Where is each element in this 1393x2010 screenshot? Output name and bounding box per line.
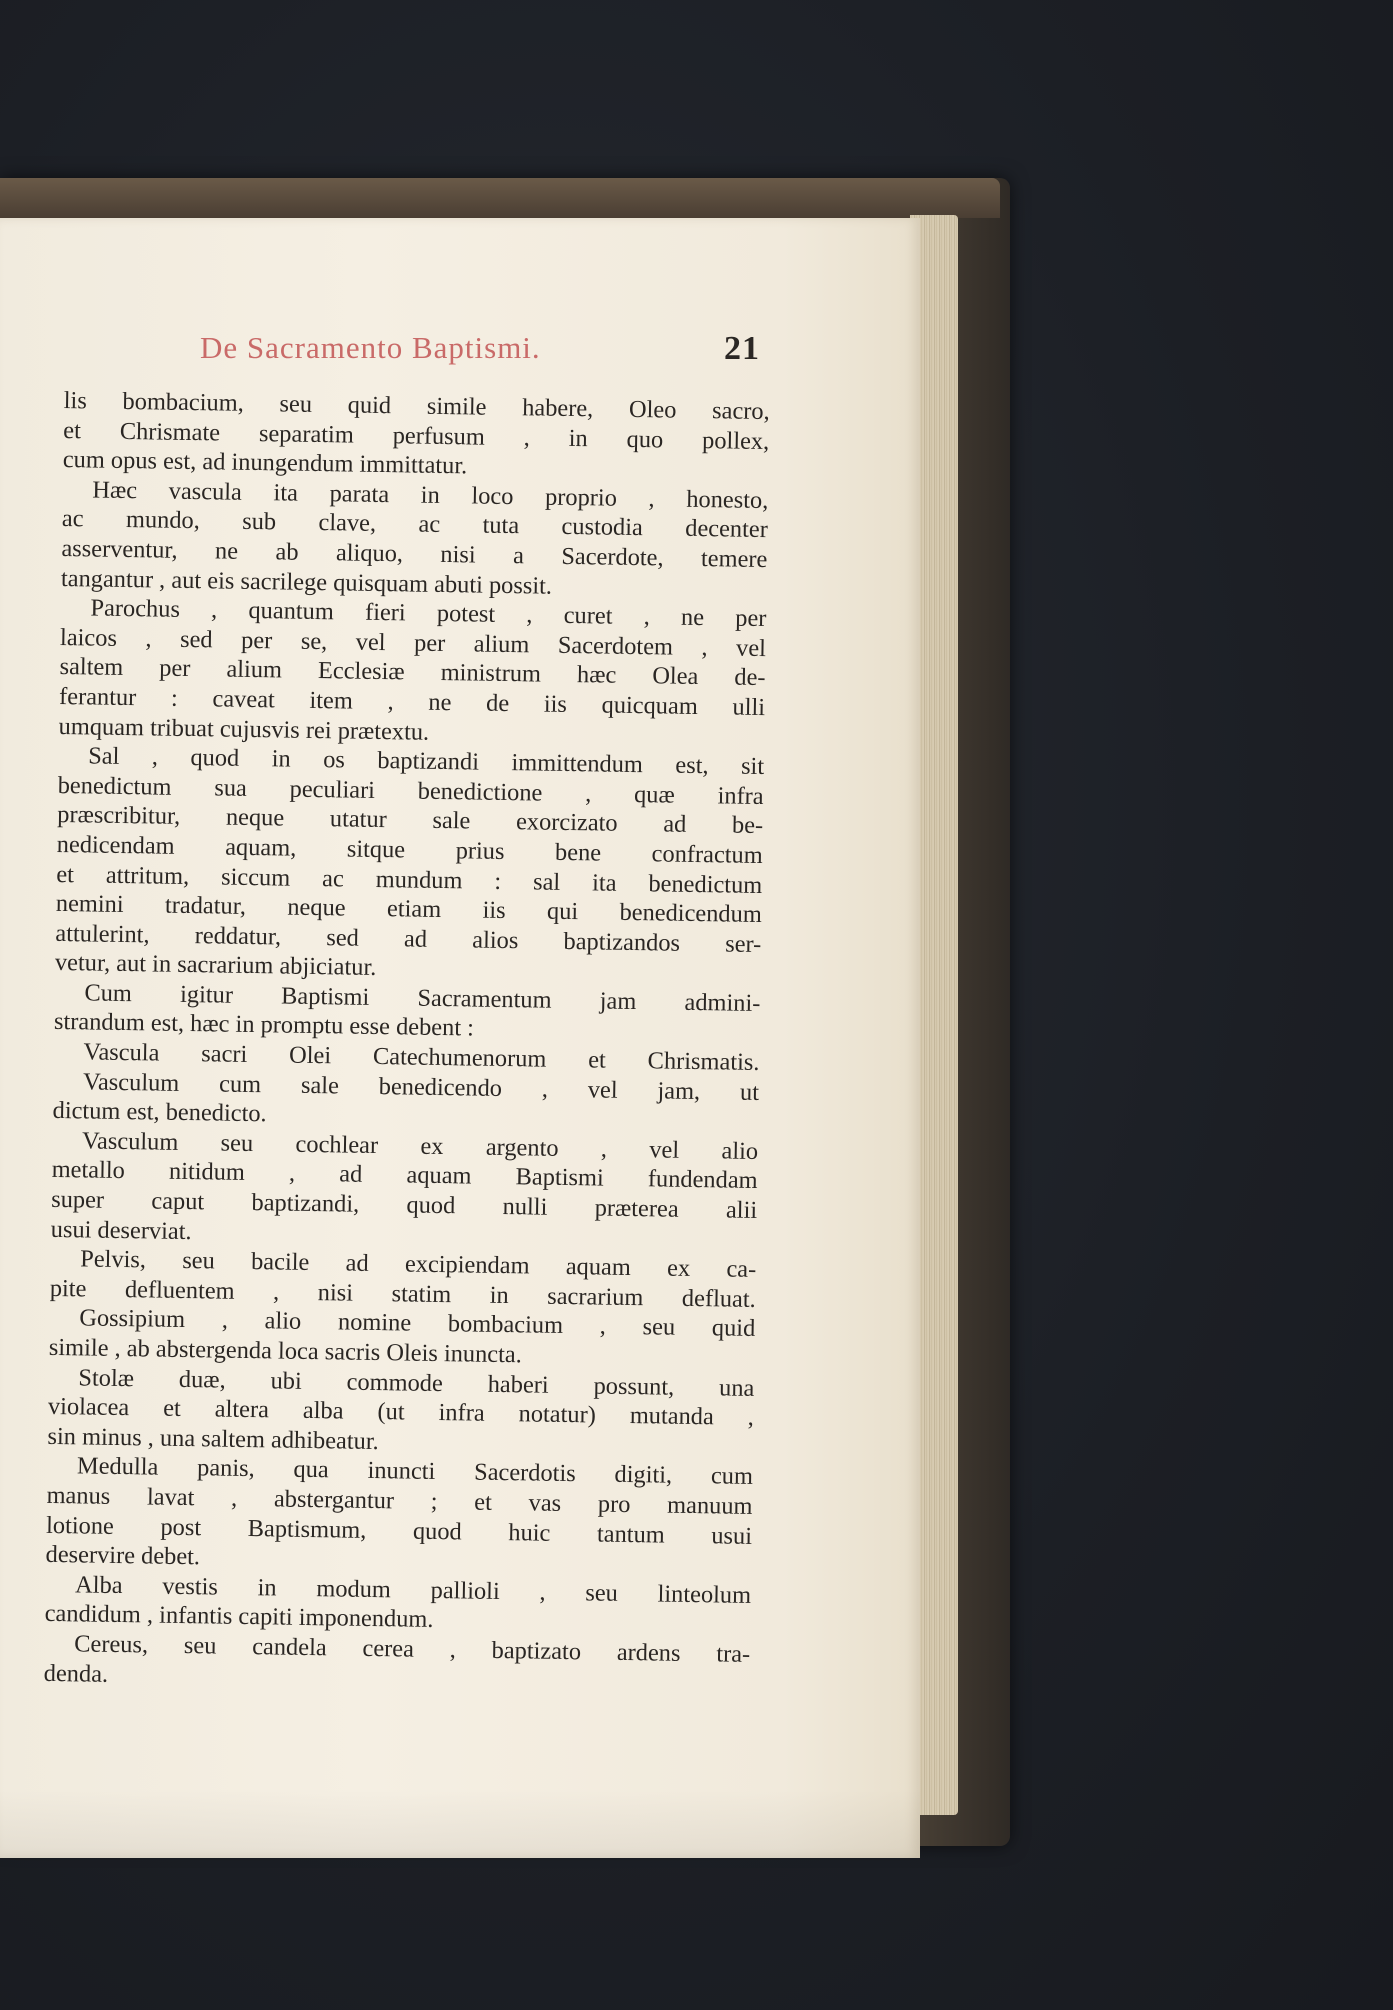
text-line: Hæc vascula ita parata in loco proprio , honesto, <box>92 476 769 514</box>
text-line: Parochus , quantum fieri potest , curet , ne per <box>90 594 767 633</box>
body-text <box>44 386 770 1697</box>
text-line: et Chrismate separatim perfusum , in quo pollex, <box>63 416 770 455</box>
text-line: laicos , sed per se, vel per alium Sacerdotem , vel <box>59 623 767 662</box>
text-line: attulerint, reddatur, sed ad alios baptizandos ser- <box>55 919 762 958</box>
text-line: sin minus , una saltem adhibeatur. <box>47 1422 379 1455</box>
text-line: Vascula sacri Olei Catechumenorum et Chrismatis. <box>83 1038 760 1077</box>
text-line: et attritum, siccum ac mundum : sal ita benedictum <box>56 860 763 899</box>
text-line: Alba vestis in modum pallioli , seu linteolum <box>74 1571 752 1609</box>
text-line: deservire debet. <box>45 1541 201 1571</box>
text-line: Vasculum seu cochlear ex argento , vel alio <box>81 1127 759 1165</box>
page-number: 21 <box>724 330 760 367</box>
text-line: Stolæ duæ, ubi commode haberi possunt, una <box>78 1363 755 1402</box>
text-line: lis bombacium, seu quid simile habere, Oleo sacro, <box>63 386 770 426</box>
text-line: vetur, aut in sacrarium abjiciatur. <box>54 949 377 982</box>
text-line: benedictum sua peculiari benedictione , quæ infra <box>57 771 764 810</box>
text-line: dictum est, benedicto. <box>52 1097 267 1128</box>
text-line: Cereus, seu candela cerea , baptizato ardens tra- <box>74 1630 751 1668</box>
text-line: asserventur, ne ab aliquo, nisi a Sacerdote, temere <box>61 534 768 574</box>
page-shadow <box>0 1790 920 1858</box>
text-line: Vasculum cum sale benedicendo , vel jam, ut <box>82 1068 760 1106</box>
text-line: violacea et altera alba (ut infra notatur) mutanda , <box>47 1393 755 1432</box>
text-line: super caput baptizandi, quod nulli præterea alii <box>51 1185 758 1225</box>
text-line: nedicendam aquam, sitque prius bene confractum <box>56 830 763 869</box>
text-line: ferantur : caveat item , ne de iis quicquam ulli <box>58 682 766 721</box>
text-line: manus lavat , abstergantur ; et vas pro manuum <box>46 1481 753 1520</box>
text-line: ac mundo, sub clave, ac tuta custodia decenter <box>61 505 769 544</box>
text-line: præscribitur, neque utatur sale exorcizato ad be- <box>57 801 764 840</box>
text-line: denda. <box>43 1659 109 1688</box>
text-line: nemini tradatur, neque etiam iis qui benedicendum <box>55 890 762 929</box>
text-line: tangantur , aut eis sacrilege quisquam abuti possit. <box>60 564 553 600</box>
text-line: pite defluentem , nisi statim in sacrarium defluat. <box>49 1274 756 1313</box>
book-cover-top-edge <box>0 178 1000 218</box>
text-line: strandum est, hæc in promptu esse debent : <box>53 1008 475 1042</box>
text-line: simile , ab abstergenda loca sacris Oleis inuncta. <box>48 1333 523 1369</box>
text-line: Medulla panis, qua inuncti Sacerdotis digiti, cum <box>76 1452 754 1491</box>
text-line: Pelvis, seu bacile ad excipiendam aquam ex ca- <box>80 1245 757 1284</box>
text-line: candidum , infantis capiti imponendum. <box>44 1600 434 1634</box>
text-line: saltem per alium Ecclesiæ ministrum hæc Olea de- <box>59 653 766 692</box>
text-line: umquam tribuat cujusvis rei prætextu. <box>58 712 430 746</box>
text-line: metallo nitidum , ad aquam Baptismi fundendam <box>51 1156 758 1195</box>
text-line: Sal , quod in os baptizandi immittendum est, sit <box>87 742 765 781</box>
text-line: lotione post Baptismum, quod huic tantum usui <box>45 1511 753 1550</box>
text-line: Cum igitur Baptismi Sacramentum jam admini- <box>84 979 761 1017</box>
text-line: cum opus est, ad inungendum immittatur. <box>62 446 468 480</box>
running-title: De Sacramento Baptismi. <box>200 330 541 365</box>
text-line: usui deserviat. <box>50 1215 192 1245</box>
text-line: Gossipium , alio nomine bombacium , seu quid <box>79 1304 756 1343</box>
running-head <box>200 330 760 374</box>
